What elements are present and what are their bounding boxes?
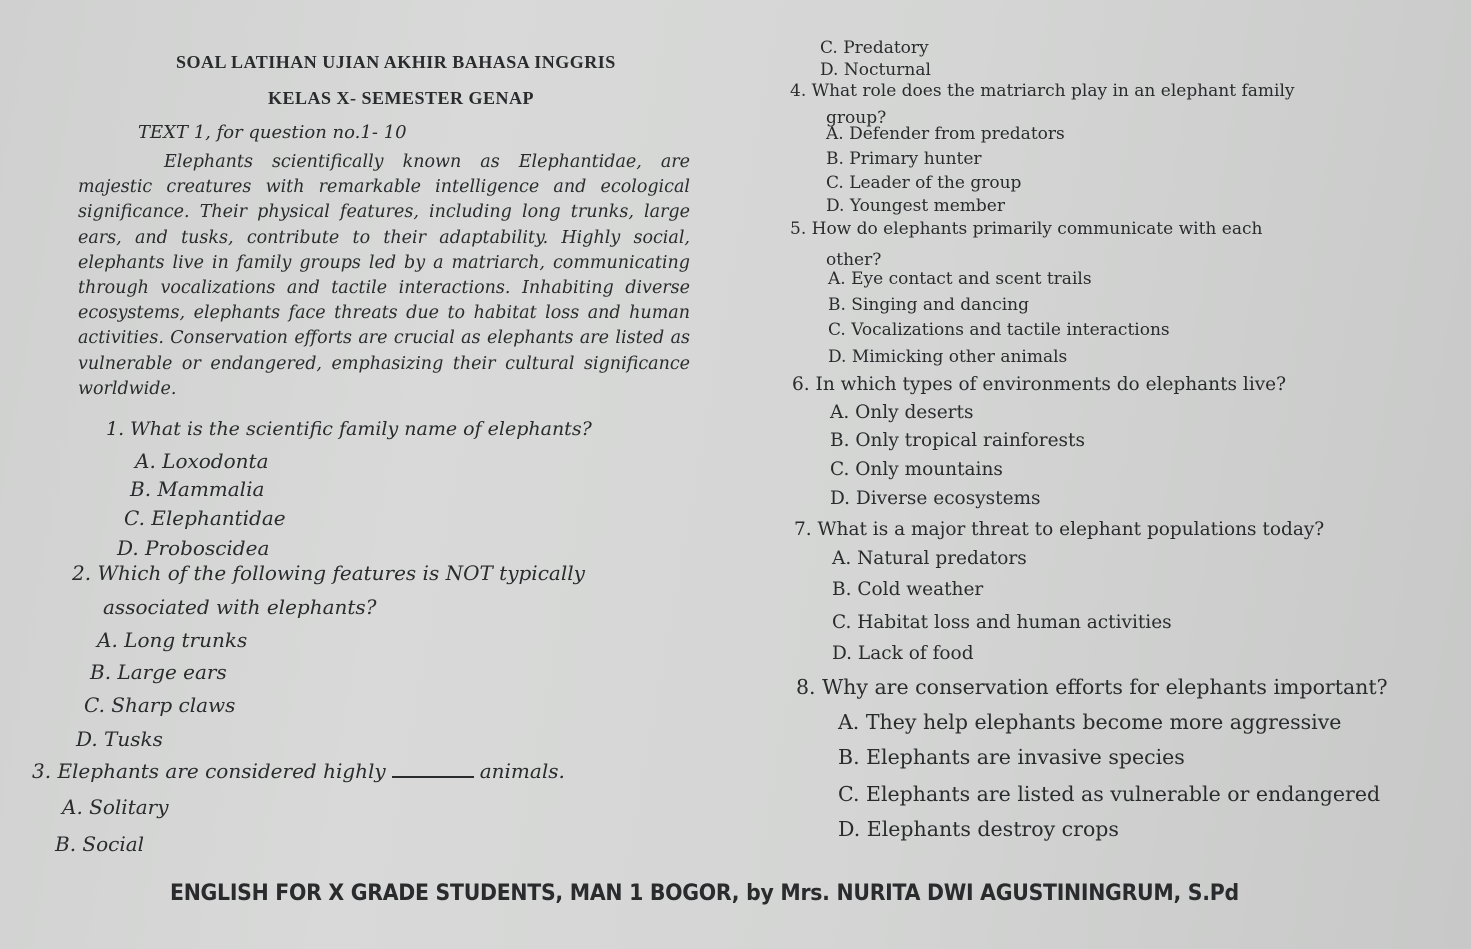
q8-option-d[interactable]: D. Elephants destroy crops: [838, 817, 1119, 841]
q7-option-b[interactable]: B. Cold weather: [832, 579, 984, 600]
q3-option-c[interactable]: C. Predatory: [820, 38, 929, 58]
question-8: 8. Why are conservation efforts for elephants important?: [796, 675, 1388, 699]
question-7: 7. What is a major threat to elephant populations today?: [794, 519, 1325, 540]
question-4-line2: group?: [826, 108, 887, 128]
q5-option-c[interactable]: C. Vocalizations and tactile interactions: [828, 320, 1170, 340]
question-3: [32, 759, 565, 783]
question-2-line1: 2. Which of the following features is NOT typically: [72, 561, 585, 585]
question-5-line2: other?: [826, 250, 882, 270]
text-label: TEXT 1, for question no.1- 10: [138, 122, 407, 143]
q8-option-c[interactable]: C. Elephants are listed as vulnerable or endangered: [838, 782, 1381, 806]
answer-blank[interactable]: [392, 760, 474, 778]
q2-option-c[interactable]: C. Sharp claws: [84, 693, 236, 717]
q8-option-b[interactable]: B. Elephants are invasive species: [838, 745, 1185, 769]
q4-option-b[interactable]: B. Primary hunter: [826, 149, 982, 169]
q6-option-d[interactable]: D. Diverse ecosystems: [830, 488, 1041, 509]
q3-option-a[interactable]: A. Solitary: [62, 795, 169, 819]
q2-option-b[interactable]: B. Large ears: [90, 660, 227, 684]
question-5-line1: 5. How do elephants primarily communicate with each: [790, 219, 1263, 239]
q2-option-d[interactable]: D. Tusks: [76, 727, 163, 751]
q5-option-a[interactable]: A. Eye contact and scent trails: [828, 269, 1092, 289]
q7-option-a[interactable]: A. Natural predators: [832, 548, 1027, 569]
reading-passage: Elephants scientifically known as Elephantidae, are majestic creatures with remarkable intelligence and ecological significance. Their physical features, including long trunks, large ears, and tusks, contribute to their adaptability. Highly social, elephants live in family groups led by a matriarch, communicating through vocalizations and tactile interactions. Inhabiting diverse ecosystems, elephants face threats due to habitat loss and human activities. Conservation efforts are crucial as elephants are listed as vulnerable or endangered, emphasizing their cultural significance worldwide.: [78, 152, 690, 399]
q3-option-d[interactable]: D. Nocturnal: [820, 60, 931, 80]
q1-option-d[interactable]: D. Proboscidea: [117, 536, 270, 560]
q4-option-a[interactable]: A. Defender from predators: [826, 124, 1065, 144]
q6-option-c[interactable]: C. Only mountains: [830, 459, 1003, 480]
footer-credit: ENGLISH FOR X GRADE STUDENTS, MAN 1 BOGOR, by Mrs. NURITA DWI AGUSTININGRUM, S.Pd: [170, 881, 1239, 906]
q1-option-b[interactable]: B. Mammalia: [130, 477, 265, 501]
exam-title: SOAL LATIHAN UJIAN AKHIR BAHASA INGGRIS: [176, 52, 616, 72]
q3-option-b[interactable]: B. Social: [55, 832, 145, 856]
class-semester: KELAS X- SEMESTER GENAP: [268, 88, 535, 108]
question-3-text: 3. Elephants are considered highly: [32, 759, 386, 783]
q7-option-c[interactable]: C. Habitat loss and human activities: [832, 612, 1172, 633]
q5-option-b[interactable]: B. Singing and dancing: [828, 295, 1030, 315]
question-2-line2: associated with elephants?: [103, 595, 377, 619]
question-6: 6. In which types of environments do elephants live?: [792, 374, 1287, 395]
question-1: 1. What is the scientific family name of elephants?: [106, 418, 592, 440]
q8-option-a[interactable]: A. They help elephants become more aggressive: [838, 710, 1342, 734]
q6-option-a[interactable]: A. Only deserts: [830, 402, 974, 423]
q4-option-c[interactable]: C. Leader of the group: [826, 173, 1022, 193]
q4-option-d[interactable]: D. Youngest member: [826, 196, 1005, 216]
q6-option-b[interactable]: B. Only tropical rainforests: [830, 430, 1085, 451]
q1-option-a[interactable]: A. Loxodonta: [135, 449, 269, 473]
question-4-line1: 4. What role does the matriarch play in an elephant family: [790, 81, 1295, 101]
q5-option-d[interactable]: D. Mimicking other animals: [828, 347, 1068, 367]
q2-option-a[interactable]: A. Long trunks: [97, 628, 248, 652]
q7-option-d[interactable]: D. Lack of food: [832, 643, 974, 664]
q1-option-c[interactable]: C. Elephantidae: [124, 506, 286, 530]
question-3-end: animals.: [479, 759, 565, 783]
